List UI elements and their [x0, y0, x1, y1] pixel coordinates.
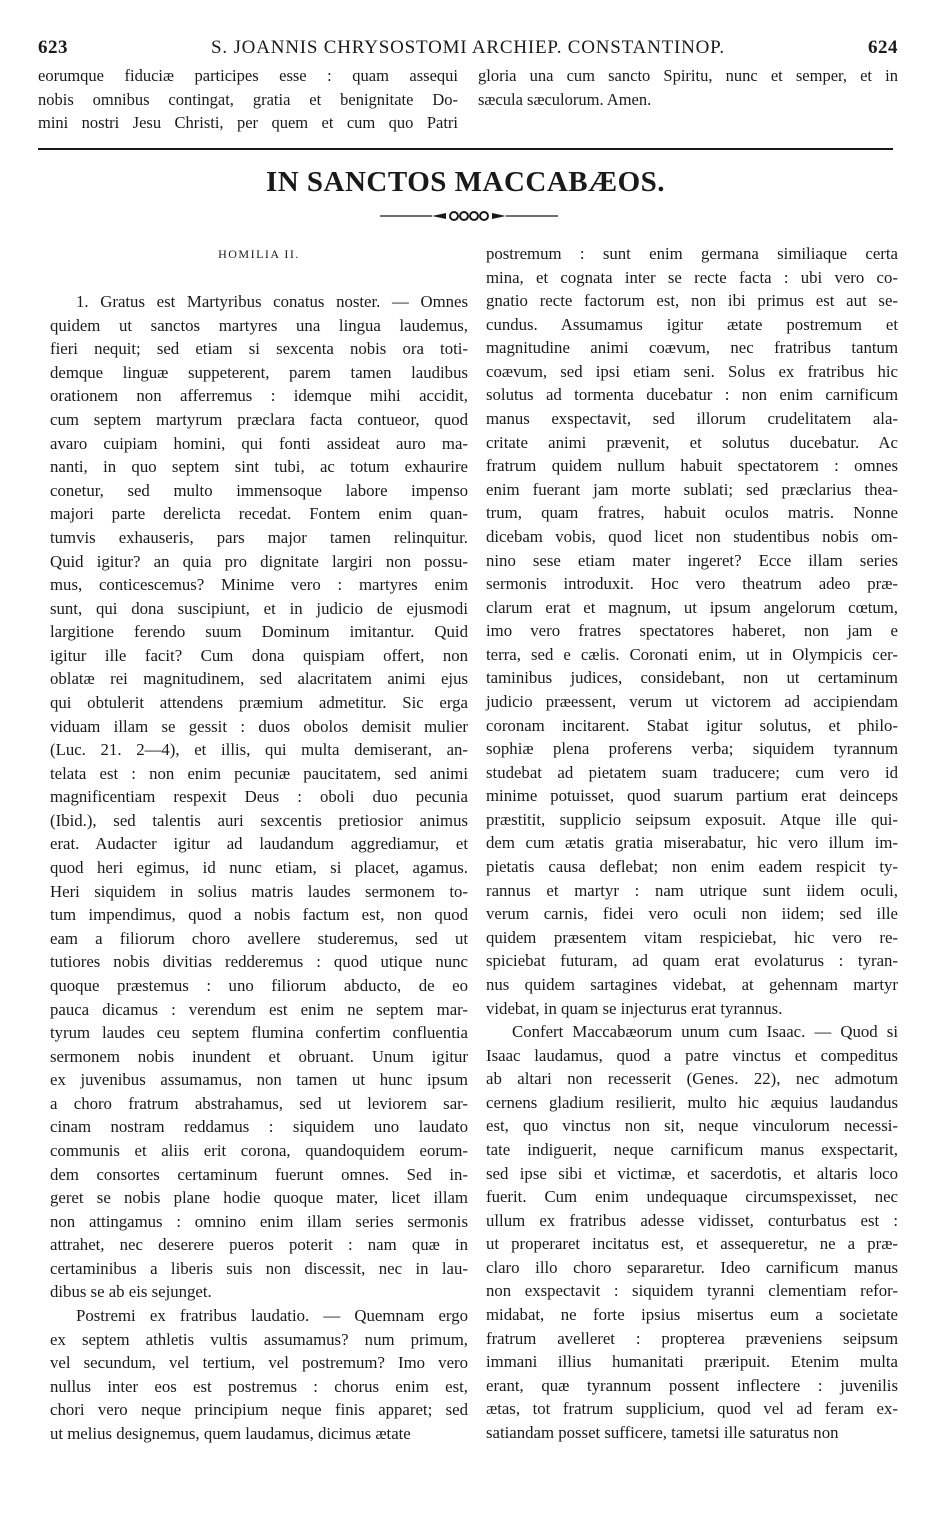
- text-line: minime potuisset, quod suarum partium erat deinceps: [486, 786, 898, 806]
- text-line: pietatis causa deflebat; non enim eadem respicit ty-: [486, 857, 898, 877]
- text-line: viduam illam se gessit : duos obolos demisit mulier: [50, 716, 468, 736]
- text-line: coævum, sed ipsi etiam seni. Solus ex fratribus hic: [486, 361, 898, 381]
- text-line: pauca dicamus : verendum est enim ne septem mar-: [50, 999, 468, 1019]
- text-line: spiciebat futuram, ad quam erat evolaturus : tyran-: [486, 951, 898, 971]
- text-line: sermonis introduxit. Hoc vero theatrum adeo præ-: [486, 574, 898, 594]
- text-line: Postremi ex fratribus laudatio. — Quemnam ergo: [76, 1306, 468, 1326]
- ornament-divider: [380, 209, 558, 223]
- text-line: ab altari non recesserit (Genes. 22), nec admotum: [486, 1069, 898, 1089]
- text-line: cernens gladium resilierit, multo hic æquius laudandus: [486, 1092, 898, 1112]
- text-line: Heri siquidem in solius matris laudes sermonem to-: [50, 881, 468, 901]
- text-line: demque linguæ suppeterent, parem tamen laudibus: [50, 362, 468, 382]
- text-line: nino sese etiam mater ingeret? Ecce illam series: [486, 550, 898, 570]
- text-line: præstitit, supplicio seipsum exposuit. Atque ille qui-: [486, 809, 898, 829]
- text-line: ex septem athletis vultis assumamus? num primum,: [50, 1329, 468, 1349]
- text-line: sermonem nobis inundent et obruant. Unum igitur: [50, 1046, 468, 1066]
- text-line: eorumque fiduciæ participes esse : quam assequi: [38, 66, 458, 85]
- text-line: erant, quæ tyrannum possent inflectere : juvenilis: [486, 1375, 898, 1395]
- text-line: largitione ferendo suum Dominum imitantur. Quid: [50, 622, 468, 642]
- text-line: clarum erat et magnum, ut ipsum angelorum cœtum,: [486, 597, 898, 617]
- homily-heading: HOMILIA II.: [218, 247, 300, 261]
- text-line: coronam incitarent. Stabat igitur solutus, et philo-: [486, 715, 898, 735]
- text-line: Confert Maccabæorum unum cum Isaac. — Quod si: [512, 1022, 898, 1042]
- text-line: (Luc. 21. 2—4), et illis, qui multa demiserant, an-: [50, 740, 468, 760]
- text-line: tyrum laudes ceu septem flumina confertim confluentia: [50, 1023, 468, 1043]
- text-line: fieri nequit; sed etiam si sexcenta nobis ora toti-: [50, 339, 468, 359]
- page-number-left: 623: [38, 37, 68, 58]
- text-line: postremum : sunt enim germana similiaque certa: [486, 244, 898, 263]
- running-header: [38, 37, 898, 61]
- text-line: nus quidem sartagines videbat, at gehennam martyr: [486, 974, 898, 994]
- text-line: ullum ex fratribus adesse vidisset, conturbatus est :: [486, 1210, 898, 1230]
- text-line: attrahet, nec deserere pueros poterit : nam quæ in: [50, 1235, 468, 1255]
- text-line: manus exspectavit, sed illorum crudelitatem ala-: [486, 409, 898, 429]
- text-line: geret se nobis plane hodie quoque mater, licet illam: [50, 1188, 468, 1208]
- text-line: est, quo vinctus non sit, neque vinculorum necessi-: [486, 1116, 898, 1136]
- text-line: avaro cuipiam homini, qui fonti assideat auro ma-: [50, 433, 468, 453]
- text-line: non attingamus : omnino enim illam series sermonis: [50, 1211, 468, 1231]
- text-line: erat. Audacter igitur ad laudandum aggrediamur, et: [50, 834, 468, 854]
- text-line: immani illius humanitati præripuit. Etenim multa: [486, 1352, 898, 1372]
- text-line: quoque præstemus : uno filiorum abducto, de eo: [50, 975, 468, 995]
- text-line: claro illo choro separaretur. Ideo carnificum manus: [486, 1257, 898, 1277]
- text-line: quidem præsentem vitam respiciebat, hic vero re-: [486, 927, 898, 947]
- text-line: magnificentiam respexit Deus : oboli duo pecunia: [50, 787, 468, 807]
- text-line: cum septem martyrum præclara facta contueor, quod: [50, 410, 468, 430]
- text-line: terra, sed e cælis. Coronati enim, ut in Olympicis cer-: [486, 644, 898, 664]
- text-line: quod heri egimus, id nunc etiam, si placet, agamus.: [50, 858, 468, 878]
- text-line: mina, et cognata inter se recte facta : ubi vero co-: [486, 267, 898, 287]
- text-line: mus, conticescemus? Minime vero : martyres enim: [50, 575, 468, 595]
- text-line: gloria una cum sancto Spiritu, nunc et semper, et in: [478, 66, 898, 85]
- text-line: nobis omnibus contingat, gratia et benignitate Do-: [38, 89, 458, 109]
- text-line: Quid igitur? an quia pro dignitate largiri non possu-: [50, 551, 468, 571]
- text-line: tutiores nobis divitias redderemus : quod utique nunc: [50, 952, 468, 972]
- top-right-column: [478, 64, 898, 111]
- text-line: nullus inter eos est postremus : chorus enim est,: [50, 1376, 468, 1396]
- text-line: a choro fratrum abstrahamus, sed ut leviorem sar-: [50, 1093, 468, 1113]
- text-line: satiandam posset sufficere, tametsi ille saturatus non: [486, 1422, 839, 1442]
- text-line: (Ibid.), sed talentis auri sexcentis pretiosior animus: [50, 810, 468, 830]
- text-line: trum, quam fratres, habuit oculos matris. Nonne: [486, 503, 898, 523]
- text-line: nanti, in quo septem sint tubi, ac totum exhaurire: [50, 457, 468, 477]
- text-line: cinam nostram reddamus : siquidem uno laudato: [50, 1117, 468, 1137]
- page-title: IN SANCTOS MACCABÆOS.: [265, 166, 666, 198]
- top-continuation: [38, 64, 898, 138]
- text-line: ætas, tot fratrum supplicium, quod vel ad feram ex-: [486, 1399, 898, 1419]
- text-line: dibus se ab eis sejunget.: [50, 1282, 212, 1302]
- running-title: S. JOANNIS CHRYSOSTOMI ARCHIEP. CONSTANTINOP.: [211, 37, 725, 58]
- text-line: qui obtulerit attendens præmium admetitur. Sic erga: [50, 692, 468, 712]
- text-line: conetur, sed multo immensoque labore impenso: [50, 480, 468, 500]
- text-line: ex juvenibus assumamus, non tamen ut hunc ipsum: [50, 1070, 468, 1090]
- text-line: sæcula sæculorum. Amen.: [478, 89, 652, 109]
- text-line: 1. Gratus est Martyribus conatus noster. — Omnes: [76, 292, 468, 312]
- text-line: solutus ad tormenta ducebatur : non enim carnificum: [486, 385, 898, 405]
- text-line: tate indiguerit, neque carnificum manus exspectarit,: [486, 1139, 898, 1159]
- text-line: dem consortes certaminum fuerunt omnes. Sed in-: [50, 1164, 468, 1184]
- text-line: non exspectavit : siquidem tyranni clementiam refor-: [486, 1281, 898, 1301]
- text-line: fuerit. Cum enim undequaque circumspexisset, nec: [486, 1187, 898, 1207]
- text-line: magnitudine animi coævum, nec fratribus tantum: [486, 338, 898, 358]
- text-line: sophiæ plena proferens verba; siquidem tyrannum: [486, 739, 898, 759]
- text-line: taminibus judices, considebant, non ut certaminum: [486, 668, 898, 688]
- text-line: certaminibus a liberis suis non discessit, nec in lau-: [50, 1258, 468, 1278]
- text-line: rannus et martyr : nam utrique sunt iidem oculi,: [486, 880, 898, 900]
- text-line: communis et aliis erit corona, quandoquidem eorum-: [50, 1140, 468, 1160]
- top-left-column: [38, 64, 458, 135]
- text-line: oblatæ rei magnitudinem, sed alacritatem animi ejus: [50, 669, 468, 689]
- text-line: eam a filiorum choro avellere studeremus, sed ut: [50, 928, 468, 948]
- text-line: tum impendimus, quod a nobis factum est, non quod: [50, 905, 468, 925]
- text-line: dicebam vobis, quod licet non studentibus nobis om-: [486, 526, 898, 546]
- text-line: dem cum ætatis gratia miserabatur, hic vero illum im-: [486, 833, 898, 853]
- text-line: imo vero fratres spectatores haberet, non jam e: [486, 621, 898, 641]
- text-line: cundus. Assumamus igitur ætate postremum et: [486, 314, 898, 334]
- text-line: ut melius designemus, quem laudamus, dicimus ætate: [50, 1423, 411, 1443]
- text-line: verum carnis, fidei vero oculi non iidem; sed ille: [486, 904, 898, 924]
- text-line: sed ipse sibi et victimæ, et sacerdotis, et altaris loco: [486, 1163, 898, 1183]
- text-line: fratrum avelleret : propterea præveniens seipsum: [486, 1328, 898, 1348]
- text-line: vel secundum, vel tertium, vel postremum? Imo vero: [50, 1353, 468, 1373]
- text-line: sunt, qui dona suscipiunt, et in judicio de ejusmodi: [50, 598, 468, 618]
- text-line: telata est : non enim pecuniæ paucitatem, sed animi: [50, 763, 468, 783]
- text-line: enim fuerant jam morte sublati; sed præclarius thea-: [486, 479, 898, 499]
- text-line: chori vero neque principium neque finis apparet; sed: [50, 1400, 468, 1420]
- text-line: videbat, in quam se injecturus erat tyrannus.: [486, 998, 783, 1018]
- text-line: orationem non afferremus : idemque mihi accidit,: [50, 386, 468, 406]
- text-line: majori parte derelicta recedat. Fontem enim quan-: [50, 504, 468, 524]
- text-line: critate animi prævenit, et solutus ducebatur. Ac: [486, 432, 898, 452]
- left-text-column: [50, 243, 468, 1445]
- section-rule: [38, 148, 893, 150]
- text-line: igitur ille facit? Cum dona quispiam offert, non: [50, 645, 468, 665]
- text-line: midabat, ne forte ipsius misertus eum a societate: [486, 1305, 898, 1325]
- text-line: ut properaret incitatus est, et assequeretur, ne a præ-: [486, 1234, 898, 1254]
- text-line: tumvis exhauseris, pars major tamen relinquitur.: [50, 527, 468, 547]
- text-line: gnatio recte factorum est, non ibi primus est aut se-: [486, 291, 898, 311]
- text-line: quidem ut sanctos martyres una lingua laudemus,: [50, 315, 468, 335]
- text-line: studebat ad pietatem suam traducere; cum vero id: [486, 762, 898, 782]
- text-line: judicio præessent, verum ut victorem ad accipiendam: [486, 691, 898, 711]
- text-line: fratrum quidem nullum habuit spectatorem : omnes: [486, 456, 898, 476]
- text-line: mini nostri Jesu Christi, per quem et cum quo Patri: [38, 113, 458, 132]
- right-text-column: [486, 242, 898, 1444]
- page-number-right: 624: [868, 37, 898, 58]
- text-line: Isaac laudamus, quod a patre vinctus et compeditus: [486, 1045, 898, 1065]
